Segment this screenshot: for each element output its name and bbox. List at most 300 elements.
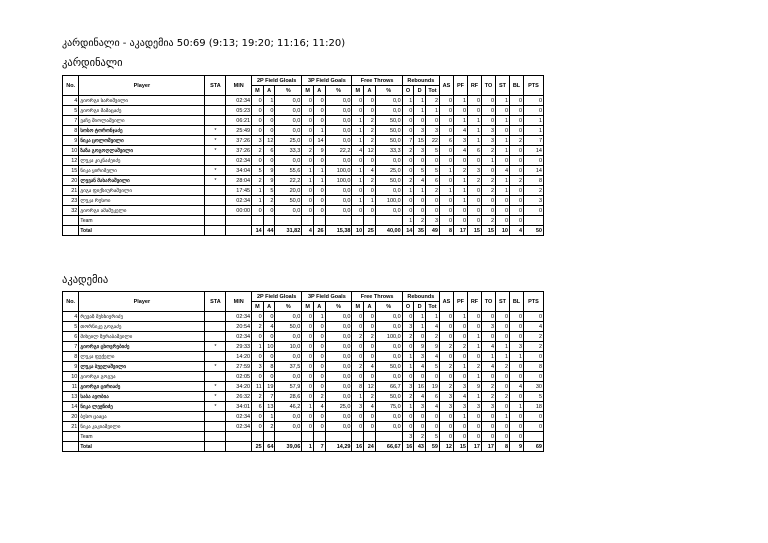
minutes: 26:32 [226, 392, 252, 402]
col-header-to: TO [482, 76, 496, 96]
stat-tot: 0 [426, 412, 440, 422]
stat-tot: 19 [426, 382, 440, 392]
stat-tot: 3 [426, 126, 440, 136]
total-stat-d: 35 [414, 226, 426, 236]
stat-p3: 0,0 [325, 352, 352, 362]
stat-aft: 2 [364, 332, 376, 342]
stat-as: 2 [440, 342, 454, 352]
stat-tot: 4 [426, 352, 440, 362]
player-name: ზაზა გოგოღლაშვილი [79, 146, 205, 156]
subheader-attempted: A [364, 86, 376, 96]
stat-to: 2 [482, 146, 496, 156]
team-row-empty [226, 432, 252, 442]
stat-mft: 0 [352, 206, 364, 216]
subheader-attempted: A [364, 302, 376, 312]
subheader-total: Tot [426, 302, 440, 312]
starter-mark [205, 372, 226, 382]
stat-st: 1 [496, 342, 510, 352]
stat-rf: 0 [468, 156, 482, 166]
stat-as: 0 [440, 196, 454, 206]
stat-m2: 3 [252, 362, 264, 372]
col-header-player: Player [79, 292, 205, 312]
stat-m2: 0 [252, 352, 264, 362]
stat-o: 0 [402, 156, 414, 166]
player-name: ვაჩე შიოლაშვილი [79, 116, 205, 126]
stat-pts: 2 [524, 186, 544, 196]
col-header-3p: 3P Field Goals [302, 76, 352, 86]
player-name: მიხეილ ზურაბაშვილი [79, 332, 205, 342]
stat-rf: 0 [468, 322, 482, 332]
stat-rf: 0 [468, 352, 482, 362]
stat-o: 0 [402, 116, 414, 126]
stat-a2: 1 [263, 412, 275, 422]
stat-pts: 5 [524, 392, 544, 402]
total-row-label: Total [79, 442, 205, 452]
player-row [63, 116, 544, 126]
stat-pf: 0 [454, 372, 468, 382]
col-header-to: TO [482, 292, 496, 312]
subheader-made: M [302, 86, 314, 96]
stat-m3: 0 [302, 96, 314, 106]
stat-pft: 0,0 [375, 412, 402, 422]
stat-p3: 0,0 [325, 196, 352, 206]
stat-a2: 7 [263, 392, 275, 402]
stat-pf: 0 [454, 352, 468, 362]
stat-d: 1 [414, 322, 426, 332]
player-row [63, 186, 544, 196]
player-row [63, 402, 544, 412]
subheader-defensive: D [414, 302, 426, 312]
stat-st: 4 [496, 166, 510, 176]
stat-a3: 0 [313, 332, 325, 342]
total-row-label: Total [79, 226, 205, 236]
player-number: 4 [63, 312, 79, 322]
stat-m3: 0 [302, 422, 314, 432]
stat-st: 0 [496, 372, 510, 382]
col-header-rebounds: Rebounds [402, 292, 439, 302]
total-stat-as: 12 [440, 442, 454, 452]
team-row-empty [375, 216, 402, 226]
stat-tot: 1 [426, 106, 440, 116]
total-stat-p3: 14,29 [325, 442, 352, 452]
stat-d: 3 [414, 126, 426, 136]
stat-pf: 1 [454, 312, 468, 322]
starter-mark: * [205, 136, 226, 146]
minutes: 02:34 [226, 196, 252, 206]
player-number: 10 [63, 146, 79, 156]
stat-m3: 0 [302, 126, 314, 136]
total-stat-pts: 50 [524, 226, 544, 236]
stat-p3: 0,0 [325, 362, 352, 372]
team-stat-bl: 0 [510, 432, 524, 442]
stat-o: 3 [402, 322, 414, 332]
total-stat-pft: 66,67 [375, 442, 402, 452]
minutes: 02:34 [226, 96, 252, 106]
player-name: გიგა ფიქსიურაშვილი [79, 186, 205, 196]
stat-as: 0 [440, 96, 454, 106]
stat-st: 1 [496, 186, 510, 196]
stat-p2: 0,0 [275, 116, 302, 126]
team-stat-to: 2 [482, 216, 496, 226]
stat-to: 0 [482, 116, 496, 126]
player-row [63, 322, 544, 332]
subheader-percent: % [375, 302, 402, 312]
stat-pft: 0,0 [375, 312, 402, 322]
stat-pts: 1 [524, 126, 544, 136]
stat-m2: 2 [252, 392, 264, 402]
stat-aft: 0 [364, 206, 376, 216]
stat-st: 1 [496, 136, 510, 146]
stat-pft: 66,7 [375, 382, 402, 392]
stat-p2: 0,0 [275, 106, 302, 116]
total-stat-pf: 15 [454, 442, 468, 452]
stat-as: 0 [440, 146, 454, 156]
stat-a2: 9 [263, 176, 275, 186]
stat-m2: 5 [252, 166, 264, 176]
stat-tot: 5 [426, 166, 440, 176]
stat-m2: 0 [252, 312, 264, 322]
stat-mft: 0 [352, 186, 364, 196]
team-row-empty [313, 432, 325, 442]
col-header-st: ST [496, 292, 510, 312]
total-stat-pf: 17 [454, 226, 468, 236]
stat-a2: 5 [263, 186, 275, 196]
player-name: ნიკა კაკიაშვილი [79, 422, 205, 432]
stat-m2: 3 [252, 136, 264, 146]
stat-o: 2 [402, 146, 414, 156]
starter-mark [205, 116, 226, 126]
stat-as: 3 [440, 402, 454, 412]
subheader-percent: % [375, 86, 402, 96]
stat-mft: 0 [352, 322, 364, 332]
player-name: ლუკა კიკნაძეიძე [79, 156, 205, 166]
team-row [63, 216, 544, 226]
stat-a3: 1 [313, 166, 325, 176]
stat-o: 2 [402, 332, 414, 342]
player-name: გიორგი ცირიაძე [79, 382, 205, 392]
player-number: 21 [63, 186, 79, 196]
total-stat-st: 10 [496, 226, 510, 236]
stat-m2: 0 [252, 422, 264, 432]
team-row-empty [226, 216, 252, 226]
team-row-empty [524, 432, 544, 442]
stat-mft: 1 [352, 196, 364, 206]
stat-pft: 100,0 [375, 332, 402, 342]
team-row-empty [252, 216, 264, 226]
stat-m3: 0 [302, 392, 314, 402]
total-stat-bl: 9 [510, 442, 524, 452]
stat-pft: 50,0 [375, 136, 402, 146]
col-header-ft: Free Throws [352, 292, 402, 302]
player-name: საბა ავობია [79, 392, 205, 402]
stat-rf: 0 [468, 206, 482, 216]
stat-pft: 50,0 [375, 362, 402, 372]
stat-pts: 18 [524, 402, 544, 412]
stat-aft: 4 [364, 362, 376, 372]
stat-pf: 0 [454, 106, 468, 116]
stat-rf: 1 [468, 126, 482, 136]
total-stat-m2: 25 [252, 442, 264, 452]
col-header-min: MIN [226, 292, 252, 312]
col-header-player: Player [79, 76, 205, 96]
minutes: 20:54 [226, 322, 252, 332]
document-title: კარდინალი - აკადემია 50:69 (9:13; 19:20; 11:16; 11:20) [62, 38, 346, 49]
stat-p2: 25,0 [275, 136, 302, 146]
stat-a2: 6 [263, 146, 275, 156]
player-number: 4 [63, 96, 79, 106]
stat-bl: 0 [510, 312, 524, 322]
stat-pf: 1 [454, 362, 468, 372]
player-name: რევაზ მესხიერიძე [79, 312, 205, 322]
player-row [63, 176, 544, 186]
starter-mark: * [205, 402, 226, 412]
stat-p2: 0,0 [275, 206, 302, 216]
stat-o: 1 [402, 186, 414, 196]
stat-bl: 0 [510, 206, 524, 216]
subheader-offensive: O [402, 86, 414, 96]
stat-tot: 6 [426, 392, 440, 402]
total-stat-as: 8 [440, 226, 454, 236]
stat-pf: 3 [454, 402, 468, 412]
stat-a2: 1 [263, 96, 275, 106]
stat-bl: 0 [510, 106, 524, 116]
team-row-empty [364, 216, 376, 226]
stat-bl: 0 [510, 196, 524, 206]
stat-bl: 0 [510, 96, 524, 106]
stat-mft: 0 [352, 422, 364, 432]
stat-o: 3 [402, 382, 414, 392]
stat-to: 2 [482, 382, 496, 392]
stat-bl: 0 [510, 322, 524, 332]
stat-m3: 0 [302, 312, 314, 322]
stat-mft: 8 [352, 382, 364, 392]
stat-to: 3 [482, 126, 496, 136]
stats-table-home [62, 75, 544, 236]
stat-rf: 1 [468, 342, 482, 352]
stat-o: 0 [402, 412, 414, 422]
starter-mark: * [205, 362, 226, 372]
stat-m3: 1 [302, 176, 314, 186]
stat-m2: 2 [252, 146, 264, 156]
stat-pts: 14 [524, 146, 544, 156]
stat-a3: 0 [313, 372, 325, 382]
stat-rf: 2 [468, 362, 482, 372]
player-number: 12 [63, 156, 79, 166]
stat-a3: 0 [313, 352, 325, 362]
stat-mft: 1 [352, 136, 364, 146]
stat-mft: 1 [352, 166, 364, 176]
stat-st: 0 [496, 106, 510, 116]
stat-tot: 5 [426, 362, 440, 372]
minutes: 02:34 [226, 332, 252, 342]
total-stat-o: 14 [402, 226, 414, 236]
col-header-bl: BL [510, 76, 524, 96]
team-stat-tot: 5 [426, 432, 440, 442]
stat-pft: 25,0 [375, 166, 402, 176]
total-row-no [63, 442, 79, 452]
stat-o: 1 [402, 362, 414, 372]
stat-mft: 2 [352, 332, 364, 342]
stat-p3: 0,0 [325, 382, 352, 392]
stat-m2: 1 [252, 186, 264, 196]
stat-a3: 9 [313, 146, 325, 156]
stat-tot: 2 [426, 186, 440, 196]
stat-mft: 0 [352, 342, 364, 352]
team-row-no [63, 432, 79, 442]
player-name: გიორგი გოგუა [79, 372, 205, 382]
starter-mark [205, 206, 226, 216]
stat-m3: 0 [302, 206, 314, 216]
stat-st: 0 [496, 206, 510, 216]
stat-pft: 50,0 [375, 392, 402, 402]
stat-pts: 2 [524, 342, 544, 352]
subheader-percent: % [275, 302, 302, 312]
col-header-sta: STA [205, 76, 226, 96]
stat-bl: 0 [510, 362, 524, 372]
team-stat-st: 0 [496, 216, 510, 226]
subheader-made: M [302, 302, 314, 312]
total-stat-d: 43 [414, 442, 426, 452]
stat-mft: 1 [352, 392, 364, 402]
col-header-rf: RF [468, 292, 482, 312]
col-header-as: AS [440, 76, 454, 96]
col-header-rebounds: Rebounds [402, 76, 439, 86]
stat-as: 0 [440, 106, 454, 116]
total-row [63, 442, 544, 452]
stat-p3: 0,0 [325, 312, 352, 322]
stat-pf: 1 [454, 412, 468, 422]
player-row [63, 372, 544, 382]
stat-as: 0 [440, 332, 454, 342]
subheader-defensive: D [414, 86, 426, 96]
stat-rf: 1 [468, 116, 482, 126]
player-row [63, 96, 544, 106]
stat-to: 0 [482, 206, 496, 216]
player-name: ნიკა ლეჟნიძე [79, 402, 205, 412]
subheader-made: M [352, 86, 364, 96]
stats-table-away [62, 291, 544, 452]
stat-m2: 0 [252, 412, 264, 422]
total-stat-a2: 64 [263, 442, 275, 452]
stat-a2: 0 [263, 312, 275, 322]
team-stat-o: 3 [402, 432, 414, 442]
col-header-rf: RF [468, 76, 482, 96]
stat-st: 0 [496, 126, 510, 136]
minutes: 00:00 [226, 206, 252, 216]
stat-as: 0 [440, 116, 454, 126]
stat-pf: 0 [454, 322, 468, 332]
stat-a2: 8 [263, 362, 275, 372]
starter-mark: * [205, 392, 226, 402]
player-row [63, 106, 544, 116]
stat-pft: 100,0 [375, 196, 402, 206]
player-row [63, 312, 544, 322]
stat-tot: 0 [426, 156, 440, 166]
player-name: ლევან მახარაშვილი [79, 176, 205, 186]
stat-pts: 14 [524, 166, 544, 176]
stat-mft: 3 [352, 402, 364, 412]
stat-p2: 46,2 [275, 402, 302, 412]
stat-p3: 0,0 [325, 332, 352, 342]
total-row-no [63, 226, 79, 236]
stat-tot: 0 [426, 422, 440, 432]
stat-pts: 8 [524, 176, 544, 186]
stat-mft: 0 [352, 106, 364, 116]
stat-m3: 0 [302, 322, 314, 332]
player-name: გიორგი მამაცაძე [79, 106, 205, 116]
player-number: 11 [63, 382, 79, 392]
starter-mark [205, 186, 226, 196]
stat-a2: 12 [263, 136, 275, 146]
subheader-attempted: A [313, 302, 325, 312]
stat-d: 9 [414, 342, 426, 352]
stat-m2: 0 [252, 106, 264, 116]
stat-mft: 1 [352, 126, 364, 136]
total-stat-bl: 4 [510, 226, 524, 236]
stat-pf: 4 [454, 126, 468, 136]
stat-rf: 9 [468, 382, 482, 392]
total-row-empty [205, 442, 226, 452]
team-row-empty [524, 216, 544, 226]
stat-pts: 0 [524, 412, 544, 422]
stat-st: 0 [496, 196, 510, 206]
stat-a2: 0 [263, 156, 275, 166]
stat-aft: 2 [364, 392, 376, 402]
player-name: გიორგი ცხოვრებიძე [79, 342, 205, 352]
stat-m3: 0 [302, 332, 314, 342]
stat-aft: 0 [364, 312, 376, 322]
stat-p3: 0,0 [325, 342, 352, 352]
stat-d: 4 [414, 392, 426, 402]
team-stat-d: 2 [414, 432, 426, 442]
total-stat-m3: 4 [302, 226, 314, 236]
player-number: 15 [63, 166, 79, 176]
stat-m2: 2 [252, 322, 264, 332]
stat-p3: 0,0 [325, 186, 352, 196]
stat-m3: 1 [302, 402, 314, 412]
stat-aft: 0 [364, 96, 376, 106]
stat-pft: 50,0 [375, 176, 402, 186]
stat-pf: 2 [454, 342, 468, 352]
stat-a3: 1 [313, 126, 325, 136]
stat-pf: 1 [454, 196, 468, 206]
stat-bl: 0 [510, 186, 524, 196]
stat-aft: 0 [364, 186, 376, 196]
player-name: ლუკა ფუქელი [79, 352, 205, 362]
col-header-as: AS [440, 292, 454, 312]
minutes: 34:01 [226, 402, 252, 412]
stat-bl: 0 [510, 332, 524, 342]
stat-pts: 3 [524, 196, 544, 206]
stat-pts: 0 [524, 312, 544, 322]
player-row [63, 342, 544, 352]
stat-as: 0 [440, 156, 454, 166]
stat-a2: 0 [263, 116, 275, 126]
stat-pf: 1 [454, 186, 468, 196]
player-number: 7 [63, 342, 79, 352]
stat-pft: 50,0 [375, 126, 402, 136]
header-row [63, 292, 544, 302]
team-name-home: კარდინალი [62, 57, 123, 69]
team-stat-as: 0 [440, 432, 454, 442]
stat-to: 3 [482, 322, 496, 332]
stat-p3: 0,0 [325, 116, 352, 126]
stat-to: 4 [482, 342, 496, 352]
stat-d: 0 [414, 372, 426, 382]
stat-d: 3 [414, 146, 426, 156]
col-header-pf: PF [454, 292, 468, 312]
stat-p3: 0,0 [325, 322, 352, 332]
